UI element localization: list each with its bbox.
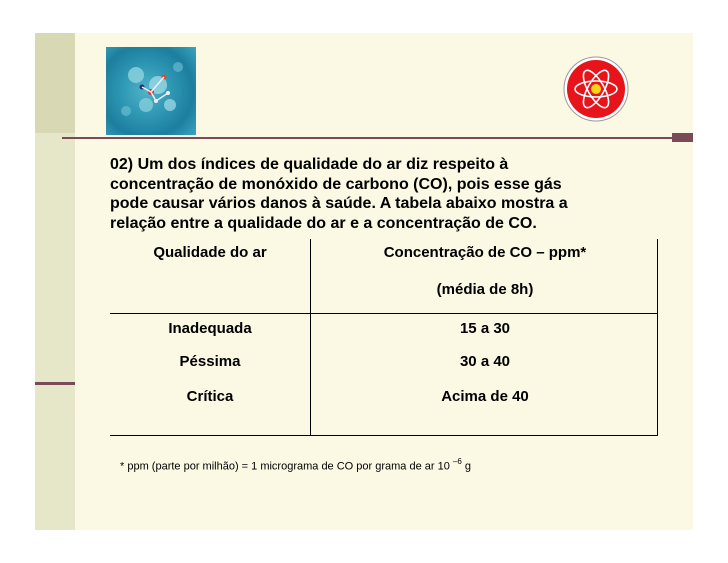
row-concentration: 30 a 40 bbox=[459, 353, 511, 370]
question-line: concentração de monóxido de carbono (CO), pois esse gás bbox=[110, 175, 562, 193]
row-quality: Inadequada bbox=[168, 320, 252, 337]
row-concentration: Acima de 40 bbox=[441, 388, 529, 405]
question-line: 02) Um dos índices de qualidade do ar diz respeito à bbox=[110, 156, 509, 173]
table-column-divider bbox=[310, 239, 311, 436]
question-line: relação entre a qualidade do ar e a concentração de CO. bbox=[110, 214, 537, 232]
footnote-unit: g bbox=[461, 460, 471, 473]
table-header-divider bbox=[110, 313, 658, 314]
row-quality: Péssima bbox=[179, 353, 241, 370]
atom-emblem-icon bbox=[563, 56, 629, 122]
footnote bbox=[120, 458, 471, 473]
question-text bbox=[110, 155, 680, 233]
left-sidebar-top-band bbox=[35, 33, 75, 133]
divider-accent-block bbox=[672, 133, 693, 142]
header-concentration: Concentração de CO – ppm* bbox=[383, 244, 587, 261]
header-quality: Qualidade do ar bbox=[153, 244, 267, 261]
co-quality-table bbox=[110, 239, 658, 436]
question-line: pode causar vários danos à saúde. A tabela abaixo mostra a bbox=[110, 195, 568, 212]
molecule-model-image bbox=[106, 47, 196, 135]
row-quality: Crítica bbox=[186, 388, 234, 405]
row-concentration: 15 a 30 bbox=[459, 320, 511, 337]
footnote-exponent: –6 bbox=[452, 457, 462, 466]
header-concentration-note: (média de 8h) bbox=[436, 281, 534, 298]
sidebar-divider-line bbox=[35, 382, 75, 385]
footnote-text: * ppm (parte por milhão) = 1 micrograma de CO por grama de ar 10 bbox=[120, 460, 453, 473]
title-divider-line bbox=[62, 137, 693, 139]
